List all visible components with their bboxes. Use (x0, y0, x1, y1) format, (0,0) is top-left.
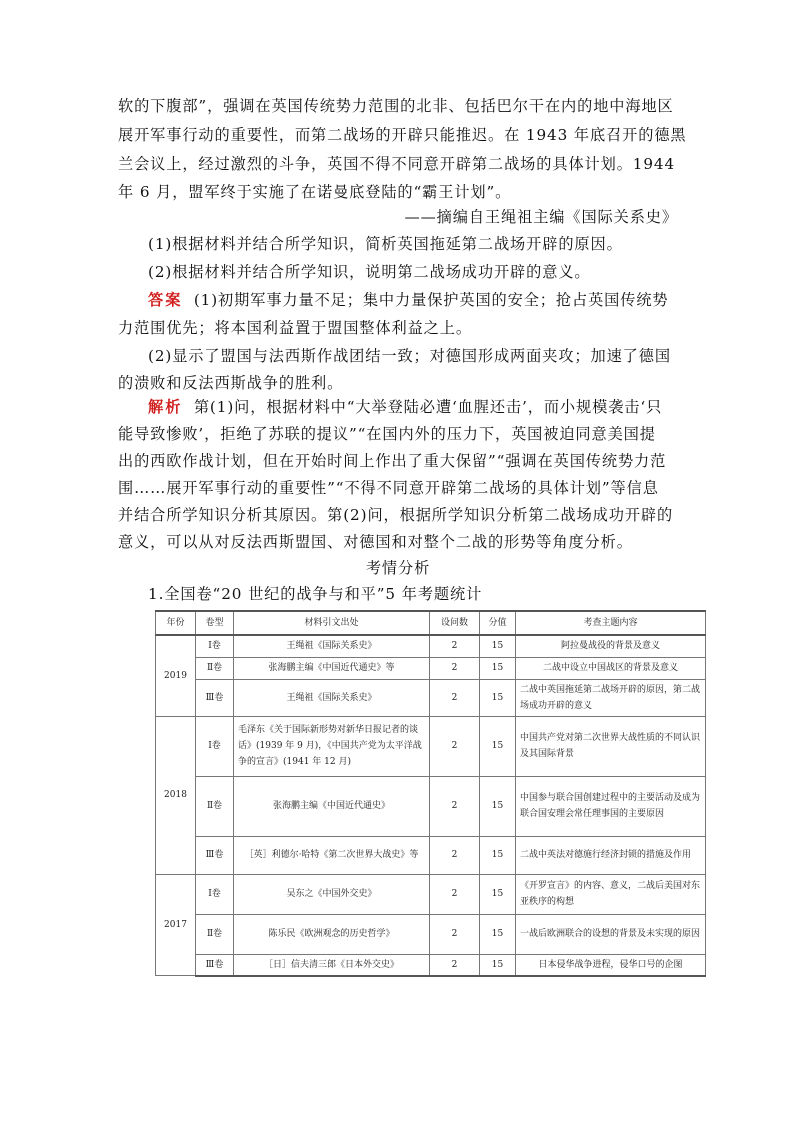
question-1: (1)根据材料并结合所学知识，简析英国拖延第二战场开辟的原因。 (148, 235, 623, 253)
topic-cell: 二战中英法对德施行经济封锁的措施及作用 (516, 836, 706, 874)
table-row (156, 874, 706, 914)
paper-cell: Ⅱ卷 (196, 914, 234, 954)
year-cell: 2018 (156, 716, 196, 874)
score-cell: 15 (480, 776, 516, 836)
analysis-line: 围……展开军事行动的重要性”“不得不同意开辟第二战场的具体计划”等信息 (118, 479, 659, 497)
header-question-count: 设问数 (430, 611, 480, 635)
source-cell: 吴东之《中国外交史》 (234, 874, 430, 914)
score-cell: 15 (480, 954, 516, 976)
score-cell: 15 (480, 716, 516, 776)
analysis-line: 出的西欧作战计划，但在开始时间上作出了重大保留”“强调在英国传统势力范 (118, 452, 667, 470)
header-topic: 考查主题内容 (516, 611, 706, 635)
answer-label: 答案 (148, 291, 183, 309)
answer-line: 力范围优先；将本国利益置于盟国整体利益之上。 (118, 319, 472, 337)
header-score: 分值 (480, 611, 516, 635)
question-count-cell: 2 (430, 914, 480, 954)
analysis-line: 意义，可以从对反法西斯盟国、对德国和对整个二战的形势等角度分析。 (118, 533, 633, 551)
topic-cell: 《开罗宣言》的内容、意义，二战后美国对东亚秩序的构想 (516, 874, 706, 914)
exam-statistics-table (155, 610, 706, 977)
question-2: (2)根据材料并结合所学知识，说明第二战场成功开辟的意义。 (148, 263, 591, 281)
question-count-cell: 2 (430, 635, 480, 657)
topic-cell: 二战中设立中国战区的背景及意义 (516, 657, 706, 679)
table-caption: 1.全国卷“20 世纪的战争与和平”5 年考题统计 (148, 585, 483, 603)
table-row (156, 836, 706, 874)
source-cell: ［日］信夫清三郎《日本外交史》 (234, 954, 430, 976)
source-cell: 毛泽东《关于国际新形势对新华日报记者的谈话》(1939 年 9 月)，《中国共产党为太平洋战争的宣言》(1941 年 12 月) (234, 716, 430, 776)
question-count-cell: 2 (430, 679, 480, 716)
table-row (156, 716, 706, 776)
header-year: 年份 (156, 611, 196, 635)
source-cell: 张海鹏主编《中国近代通史》 (234, 776, 430, 836)
score-cell: 15 (480, 836, 516, 874)
analysis-line (148, 397, 678, 417)
score-cell: 15 (480, 635, 516, 657)
table-row (156, 914, 706, 954)
table-header-row (156, 611, 706, 635)
topic-cell: 一战后欧洲联合的设想的背景及未实现的原因 (516, 914, 706, 954)
paper-cell: Ⅱ卷 (196, 657, 234, 679)
paper-cell: Ⅰ卷 (196, 874, 234, 914)
header-source: 材料引文出处 (234, 611, 430, 635)
analysis-label: 解析 (148, 398, 183, 416)
paragraph-line: 年 6 月，盟军终于实施了在诺曼底登陆的“霸王计划”。 (118, 183, 512, 201)
source-cell: ［英］利德尔·哈特《第二次世界大战史》等 (234, 836, 430, 874)
table-row (156, 657, 706, 679)
paper-cell: Ⅲ卷 (196, 679, 234, 716)
answer-text: (1)初期军事力量不足；集中力量保护英国的安全；抢占英国传统势 (193, 291, 669, 309)
source-cell: 王绳祖《国际关系史》 (234, 635, 430, 657)
paper-cell: Ⅰ卷 (196, 716, 234, 776)
question-count-cell: 2 (430, 954, 480, 976)
section-title: 考情分析 (365, 559, 431, 577)
analysis-line: 能导致惨败’，拒绝了苏联的提议”“在国内外的压力下，英国被迫同意美国提 (118, 425, 656, 443)
topic-cell: 中国共产党对第二次世界大战性质的不同认识及其国际背景 (516, 716, 706, 776)
answer-line (148, 290, 678, 310)
question-count-cell: 2 (430, 836, 480, 874)
paper-cell: Ⅰ卷 (196, 635, 234, 657)
topic-cell: 阿拉曼战役的背景及意义 (516, 635, 706, 657)
year-cell: 2019 (156, 635, 196, 716)
score-cell: 15 (480, 679, 516, 716)
paper-cell: Ⅲ卷 (196, 954, 234, 976)
source-cell: 陈乐民《欧洲观念的历史哲学》 (234, 914, 430, 954)
paragraph-line: 软的下腹部”，强调在英国传统势力范围的北非、包括巴尔干在内的地中海地区 (118, 97, 674, 115)
paper-cell: Ⅲ卷 (196, 836, 234, 874)
score-cell: 15 (480, 914, 516, 954)
question-count-cell: 2 (430, 716, 480, 776)
question-count-cell: 2 (430, 776, 480, 836)
question-count-cell: 2 (430, 657, 480, 679)
table-row (156, 635, 706, 657)
paper-cell: Ⅱ卷 (196, 776, 234, 836)
answer-line: (2)显示了盟国与法西斯作战团结一致；对德国形成两面夹攻；加速了德国 (148, 347, 671, 365)
topic-cell: 二战中英国拖延第二战场开辟的原因，第二战场成功开辟的意义 (516, 679, 706, 716)
source-cell: 张海鹏主编《中国近代通史》等 (234, 657, 430, 679)
source-cell: 王绳祖《国际关系史》 (234, 679, 430, 716)
score-cell: 15 (480, 874, 516, 914)
analysis-text: 第(1)问，根据材料中“大举登陆必遭‘血腥还击’，而小规模袭击‘只 (193, 398, 663, 416)
analysis-line: 并结合所学知识分析其原因。第(2)问，根据所学知识分析第二战场成功开辟的 (118, 506, 674, 524)
source-citation: ——摘编自王绳祖主编《国际关系史》 (404, 208, 678, 226)
question-count-cell: 2 (430, 874, 480, 914)
topic-cell: 日本侵华战争进程，侵华口号的企图 (516, 954, 706, 976)
year-cell: 2017 (156, 874, 196, 976)
answer-line: 的溃败和反法西斯战争的胜利。 (118, 374, 344, 392)
paragraph-line: 展开军事行动的重要性，而第二战场的开辟只能推迟。在 1943 年底召开的德黑 (118, 126, 687, 144)
table-row (156, 776, 706, 836)
topic-cell: 中国参与联合国创建过程中的主要活动及成为联合国安理会常任理事国的主要原因 (516, 776, 706, 836)
score-cell: 15 (480, 657, 516, 679)
paragraph-line: 兰会议上，经过激烈的斗争，英国不得不同意开辟第二战场的具体计划。1944 (118, 155, 676, 173)
header-paper: 卷型 (196, 611, 234, 635)
table-row (156, 679, 706, 716)
table-row (156, 954, 706, 976)
